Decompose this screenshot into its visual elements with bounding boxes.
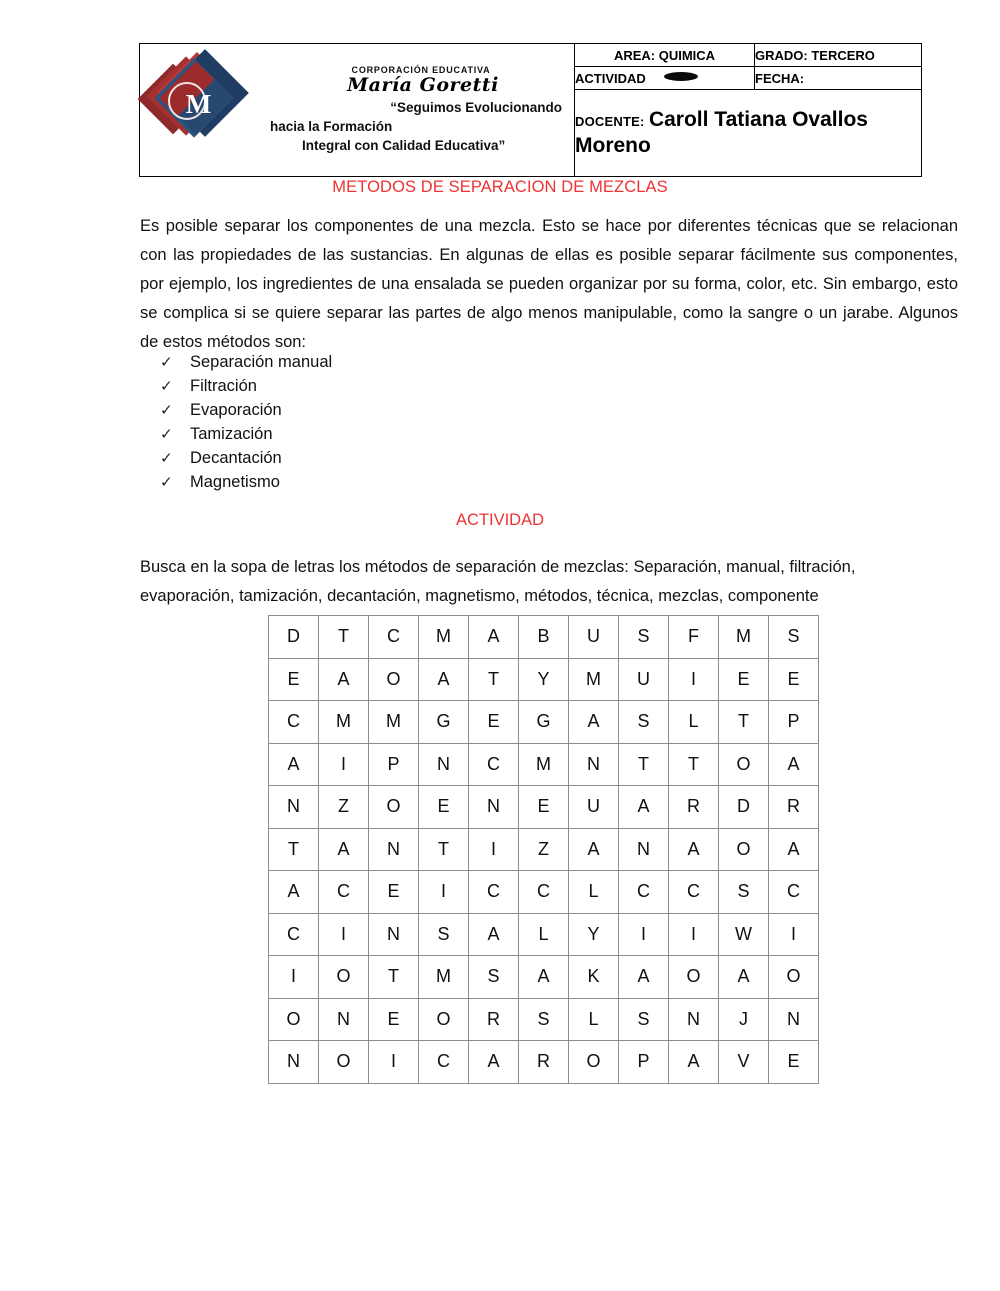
- word-search-cell[interactable]: C: [319, 871, 369, 914]
- motto-line-3: Integral con Calidad Educativa”: [302, 138, 506, 154]
- word-search-cell[interactable]: A: [619, 956, 669, 999]
- word-search-cell[interactable]: P: [369, 743, 419, 786]
- word-search-cell[interactable]: A: [269, 871, 319, 914]
- word-search-cell[interactable]: R: [669, 786, 719, 829]
- word-search-cell[interactable]: A: [619, 786, 669, 829]
- word-search-cell[interactable]: M: [719, 616, 769, 659]
- word-search-cell[interactable]: P: [619, 1041, 669, 1084]
- word-search-cell[interactable]: N: [619, 828, 669, 871]
- word-search-row: [269, 743, 819, 786]
- word-search-cell[interactable]: Z: [319, 786, 369, 829]
- word-search-cell[interactable]: M: [569, 658, 619, 701]
- word-search-cell[interactable]: A: [769, 743, 819, 786]
- word-search-row: [269, 828, 819, 871]
- school-motto: [254, 98, 568, 155]
- word-search-cell[interactable]: A: [319, 658, 369, 701]
- word-search-cell[interactable]: O: [369, 786, 419, 829]
- word-search-cell[interactable]: W: [719, 913, 769, 956]
- word-search-cell[interactable]: A: [569, 828, 619, 871]
- word-search-cell[interactable]: C: [669, 871, 719, 914]
- school-logo-icon: [144, 54, 248, 166]
- word-search-cell[interactable]: C: [769, 871, 819, 914]
- word-search-cell[interactable]: D: [269, 616, 319, 659]
- word-search-grid: [268, 615, 819, 1084]
- word-search-row: [269, 658, 819, 701]
- word-search-cell[interactable]: O: [719, 828, 769, 871]
- list-item: [160, 422, 660, 446]
- check-icon: ✓: [160, 402, 173, 419]
- header-docente-cell: [575, 90, 922, 177]
- intro-paragraph: Es posible separar los componentes de una mezcla. Esto se hace por diferentes técnicas que se relacionan con las propiedades de las sustancias. En algunas de ellas es posible separar fácilmente sus componentes, por ejemplo, los ingredientes de una ensalada se pueden organizar por su forma, color, etc. Sin embargo, esto se complica si se quiere separar las partes de algo menos manipulable, como la sangre o un jarabe. Algunos de estos métodos son:: [140, 217, 958, 351]
- word-search-cell[interactable]: C: [269, 701, 319, 744]
- word-search-cell[interactable]: M: [319, 701, 369, 744]
- logo-monogram: M: [185, 88, 211, 119]
- list-item-label: Decantación: [190, 449, 282, 467]
- word-search-row: [269, 998, 819, 1041]
- list-item-label: Separación manual: [190, 353, 333, 371]
- check-icon: ✓: [160, 450, 173, 467]
- word-search-cell[interactable]: T: [319, 616, 369, 659]
- word-search-cell[interactable]: L: [519, 913, 569, 956]
- word-search-cell[interactable]: O: [669, 956, 719, 999]
- word-search-cell[interactable]: E: [369, 871, 419, 914]
- word-search-cell[interactable]: O: [769, 956, 819, 999]
- word-search-cell[interactable]: S: [469, 956, 519, 999]
- word-search-cell[interactable]: N: [419, 743, 469, 786]
- word-search-cell[interactable]: G: [519, 701, 569, 744]
- document-header-table: [139, 43, 922, 177]
- word-search-cell[interactable]: V: [719, 1041, 769, 1084]
- activity-instructions: Busca en la sopa de letras los métodos de separación de mezclas: Separación, manual, filtración, evaporación, tamización, decantación, magnetismo, métodos, técnica, mezclas, componente: [140, 558, 856, 605]
- word-search-cell[interactable]: N: [369, 913, 419, 956]
- word-search-cell[interactable]: B: [519, 616, 569, 659]
- list-item-label: Evaporación: [190, 401, 282, 419]
- word-search-cell[interactable]: C: [369, 616, 419, 659]
- word-search-row: [269, 701, 819, 744]
- school-identity-cell: [140, 44, 575, 177]
- word-search-cell[interactable]: G: [419, 701, 469, 744]
- list-item: [160, 470, 660, 494]
- word-search-container: [268, 615, 819, 1084]
- word-search-cell[interactable]: I: [669, 658, 719, 701]
- word-search-cell[interactable]: T: [669, 743, 719, 786]
- word-search-cell[interactable]: Y: [519, 658, 569, 701]
- word-search-cell[interactable]: N: [369, 828, 419, 871]
- word-search-cell[interactable]: O: [319, 1041, 369, 1084]
- school-script-name: María Goretti: [347, 73, 499, 96]
- motto-line-2: hacia la Formación: [270, 118, 393, 134]
- word-search-cell[interactable]: I: [319, 913, 369, 956]
- word-search-cell[interactable]: A: [469, 913, 519, 956]
- word-search-cell[interactable]: I: [669, 913, 719, 956]
- header-area-cell: AREA: QUIMICA: [575, 44, 755, 67]
- word-search-cell[interactable]: S: [619, 616, 669, 659]
- word-search-row: [269, 913, 819, 956]
- word-search-cell[interactable]: E: [719, 658, 769, 701]
- methods-list: [160, 350, 660, 494]
- header-actividad-cell: [575, 67, 755, 90]
- word-search-cell[interactable]: S: [419, 913, 469, 956]
- word-search-cell[interactable]: M: [519, 743, 569, 786]
- activity-title: ACTIVIDAD: [455, 511, 544, 529]
- word-search-cell[interactable]: O: [419, 998, 469, 1041]
- word-search-cell[interactable]: R: [469, 998, 519, 1041]
- word-search-cell[interactable]: C: [519, 871, 569, 914]
- word-search-cell[interactable]: E: [769, 658, 819, 701]
- word-search-cell[interactable]: T: [619, 743, 669, 786]
- word-search-cell[interactable]: N: [269, 1041, 319, 1084]
- header-grado-cell: GRADO: TERCERO: [755, 44, 922, 67]
- word-search-cell[interactable]: S: [619, 998, 669, 1041]
- word-search-cell[interactable]: R: [519, 1041, 569, 1084]
- word-search-cell[interactable]: C: [619, 871, 669, 914]
- word-search-cell[interactable]: L: [569, 871, 619, 914]
- word-search-cell[interactable]: N: [669, 998, 719, 1041]
- word-search-cell[interactable]: Y: [569, 913, 619, 956]
- page-title: METODOS DE SEPARACION DE MEZCLAS: [332, 178, 668, 196]
- word-search-cell[interactable]: Z: [519, 828, 569, 871]
- word-search-cell[interactable]: A: [669, 828, 719, 871]
- word-search-cell[interactable]: D: [719, 786, 769, 829]
- word-search-cell[interactable]: A: [419, 658, 469, 701]
- word-search-cell[interactable]: U: [619, 658, 669, 701]
- word-search-cell[interactable]: E: [469, 701, 519, 744]
- word-search-cell[interactable]: C: [419, 1041, 469, 1084]
- word-search-cell[interactable]: M: [369, 701, 419, 744]
- word-search-cell[interactable]: L: [569, 998, 619, 1041]
- word-search-cell[interactable]: S: [519, 998, 569, 1041]
- word-search-cell[interactable]: M: [419, 956, 469, 999]
- word-search-cell[interactable]: U: [569, 616, 619, 659]
- word-search-cell[interactable]: I: [769, 913, 819, 956]
- word-search-cell[interactable]: N: [319, 998, 369, 1041]
- word-search-cell[interactable]: C: [269, 913, 319, 956]
- word-search-cell[interactable]: A: [319, 828, 369, 871]
- word-search-cell[interactable]: N: [269, 786, 319, 829]
- word-search-cell[interactable]: I: [369, 1041, 419, 1084]
- word-search-cell[interactable]: S: [719, 871, 769, 914]
- word-search-cell[interactable]: E: [769, 1041, 819, 1084]
- word-search-cell[interactable]: I: [619, 913, 669, 956]
- list-item: [160, 374, 660, 398]
- list-item: [160, 446, 660, 470]
- docente-label: DOCENTE:: [575, 114, 645, 130]
- check-icon: ✓: [160, 474, 173, 491]
- list-item: [160, 398, 660, 422]
- word-search-cell[interactable]: S: [769, 616, 819, 659]
- word-search-cell[interactable]: E: [419, 786, 469, 829]
- word-search-cell[interactable]: E: [269, 658, 319, 701]
- word-search-cell[interactable]: M: [419, 616, 469, 659]
- check-icon: ✓: [160, 354, 173, 371]
- word-search-cell[interactable]: L: [669, 701, 719, 744]
- word-search-cell[interactable]: A: [269, 743, 319, 786]
- word-search-cell[interactable]: C: [469, 743, 519, 786]
- docente-name: Caroll Tatiana Ovallos Moreno: [575, 108, 868, 157]
- word-search-row: [269, 786, 819, 829]
- word-search-cell[interactable]: T: [469, 658, 519, 701]
- word-search-cell[interactable]: S: [619, 701, 669, 744]
- word-search-cell[interactable]: T: [269, 828, 319, 871]
- word-search-cell[interactable]: P: [769, 701, 819, 744]
- word-search-cell[interactable]: I: [419, 871, 469, 914]
- word-search-cell[interactable]: A: [669, 1041, 719, 1084]
- word-search-cell[interactable]: N: [769, 998, 819, 1041]
- word-search-cell[interactable]: T: [369, 956, 419, 999]
- word-search-cell[interactable]: A: [569, 701, 619, 744]
- word-search-cell[interactable]: J: [719, 998, 769, 1041]
- word-search-row: [269, 871, 819, 914]
- word-search-cell[interactable]: O: [319, 956, 369, 999]
- word-search-cell[interactable]: U: [569, 786, 619, 829]
- word-search-cell[interactable]: K: [569, 956, 619, 999]
- list-item: [160, 350, 660, 374]
- word-search-row: [269, 1041, 819, 1084]
- header-fecha-cell: FECHA:: [755, 67, 922, 90]
- word-search-cell[interactable]: A: [469, 616, 519, 659]
- corporation-label: CORPORACIÓN EDUCATIVA: [351, 64, 491, 75]
- list-item-label: Magnetismo: [190, 473, 280, 491]
- word-search-cell[interactable]: A: [519, 956, 569, 999]
- list-item-label: Filtración: [190, 377, 257, 395]
- check-icon: ✓: [160, 426, 173, 443]
- word-search-cell[interactable]: T: [419, 828, 469, 871]
- motto-line-1: “Seguimos Evolucionando: [390, 99, 562, 115]
- check-icon: ✓: [160, 378, 173, 395]
- word-search-cell[interactable]: A: [469, 1041, 519, 1084]
- word-search-cell[interactable]: O: [569, 1041, 619, 1084]
- word-search-cell[interactable]: E: [519, 786, 569, 829]
- word-search-cell[interactable]: T: [719, 701, 769, 744]
- oval-mark-icon: [664, 72, 698, 81]
- word-search-cell[interactable]: I: [319, 743, 369, 786]
- word-search-cell[interactable]: C: [469, 871, 519, 914]
- word-search-cell[interactable]: E: [369, 998, 419, 1041]
- word-search-cell[interactable]: A: [719, 956, 769, 999]
- word-search-cell[interactable]: N: [569, 743, 619, 786]
- word-search-cell[interactable]: I: [469, 828, 519, 871]
- word-search-cell[interactable]: A: [769, 828, 819, 871]
- word-search-cell[interactable]: F: [669, 616, 719, 659]
- word-search-cell[interactable]: N: [469, 786, 519, 829]
- word-search-row: [269, 956, 819, 999]
- word-search-cell[interactable]: O: [719, 743, 769, 786]
- word-search-cell[interactable]: O: [369, 658, 419, 701]
- word-search-cell[interactable]: O: [269, 998, 319, 1041]
- word-search-cell[interactable]: I: [269, 956, 319, 999]
- word-search-row: [269, 616, 819, 659]
- header-actividad-label: ACTIVIDAD: [575, 70, 646, 86]
- word-search-cell[interactable]: R: [769, 786, 819, 829]
- list-item-label: Tamización: [190, 425, 273, 443]
